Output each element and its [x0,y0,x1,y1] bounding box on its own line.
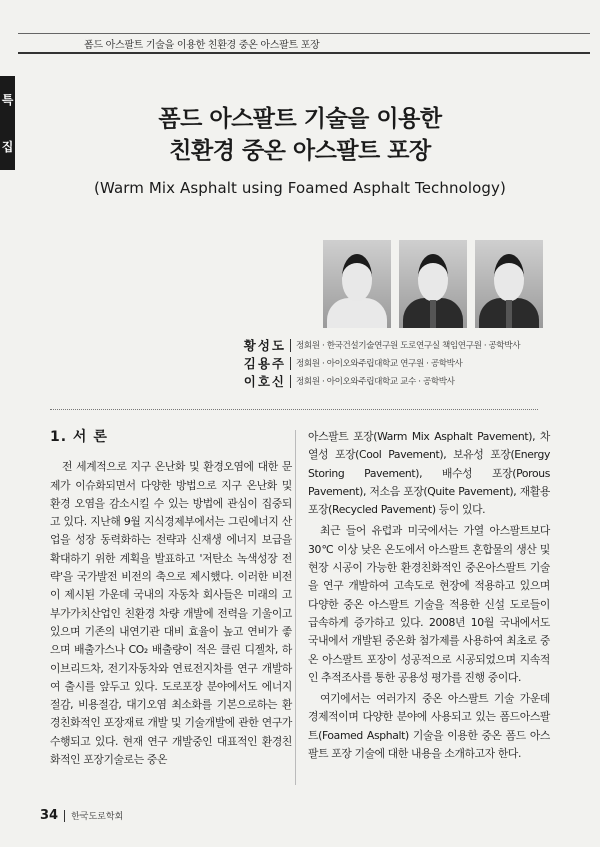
author-photo [475,240,543,328]
english-title: (Warm Mix Asphalt using Foamed Asphalt Technology) [94,179,506,197]
author-separator [290,339,291,352]
author-separator [290,375,291,388]
left-column [50,428,292,769]
running-head-text: 폼드 아스팔트 기술을 이용한 친환경 중온 아스팔트 포장 [84,40,320,51]
author-photo [399,240,467,328]
right-column [308,428,550,763]
author-name: 이호신 [243,374,286,389]
section-heading: 1. 서 론 [50,429,108,445]
section-tab-char: 특 [1,93,14,107]
footer-separator [64,810,65,822]
publisher-name: 한국도로학회 [71,812,124,822]
section-tab-char: 집 [1,140,14,154]
author-row [238,337,520,353]
body-paragraph: 아스팔트 포장(Warm Mix Asphalt Pavement), 차열성 포장(Cool Pavement), 보유성 포장(Energy Storing Pavement), 배수성 포장(Porous Pavement), 저소음 포장(Quite Pavement), 재활용 포장(Recycled Pavement) 등이 있다. [308,430,550,517]
column-divider [295,430,296,785]
body-paragraph: 전 세계적으로 지구 온난화 및 환경오염에 대한 문제가 이슈화되면서 다양한 방법으로 지구 온난화 및 환경 오염을 감소시킬 수 있는 방법에 관심이 집중되고 있다. 지난해 9월 지식경제부에서는 그린에너지 산업을 성장 동력화하는 전략과 신재생 에너지 보급을 확대하기 위한 계획을 발표하고 '저탄소 녹색성장 전략'을 국가발전 비전의 축으로 제시했다. 이러한 비전이 제시된 가운데 국내의 자동차 회사들은 미래의 고부가가치산업인 친환경 차량 개발에 전력을 기울이고 있으며 기존의 내연기관 대비 효율이 높고 연비가 좋으며 배출가스나 CO₂ 배출량이 적은 클린 디젤차, 하이브리드차, 전기자동차와 연료전지차를 연구 개발하여 출시를 앞두고 있다. 도로포장 분야에서도 에너지 절감, 비용절감, 대기오염 최소화를 기본으로하는 환경친화적인 포장재료 개발 및 기술개발에 관한 연구가 수행되고 있다. 현재 연구 개발중인 대표적인 환경친화적인 포장기술로는 중온 [50,460,292,767]
page-number: 34 [40,808,59,823]
body-paragraph: 최근 들어 유럽과 미국에서는 가열 아스팔트보다 30℃ 이상 낮은 온도에서 아스팔트 혼합물의 생산 및 현장 시공이 가능한 환경친화적인 중온아스팔트 기술을 연구 개발하여 고속도로 현장에 적용하고 있으며 다양한 중온 아스팔트 기술을 적용한 신설 도로들이 급속하게 증가하고 있다. 2008년 10월 국내에서도 국내에서 개발된 중온화 첨가제를 사용하여 최초로 중온 아스팔트 포장이 성공적으로 시공되었으며 지속적인 추적조사를 통한 공용성 평가를 진행 중이다. [308,524,550,684]
author-name: 황성도 [243,338,286,353]
author-row [238,373,455,389]
author-photos [323,240,543,328]
body-paragraph: 여기에서는 여러가지 중온 아스팔트 기술 가운데 경제적이며 다양한 분야에 사용되고 있는 폼드아스팔트(Foamed Asphalt) 기술을 이용한 중온 폼드 아스팔트 포장 기술에 대한 내용을 소개하고자 한다. [308,692,550,761]
author-separator [290,357,291,370]
title-line-2: 친환경 중온 아스팔트 포장 [169,138,431,164]
author-affiliation: 정회원 · 한국건설기술연구원 도로연구실 책임연구원 · 공학박사 [296,341,521,351]
author-photo [323,240,391,328]
author-affiliation: 정회원 · 아이오와주립대학교 연구원 · 공학박사 [296,359,463,369]
title-line-1: 폼드 아스팔트 기술을 이용한 [158,106,442,132]
author-row [238,355,462,371]
author-affiliation: 정회원 · 아이오와주립대학교 교수 · 공학박사 [296,377,455,387]
page-footer [40,808,123,823]
running-header [18,34,590,54]
title-block [0,103,600,197]
dotted-divider [50,409,538,410]
author-name: 김용주 [243,356,286,371]
